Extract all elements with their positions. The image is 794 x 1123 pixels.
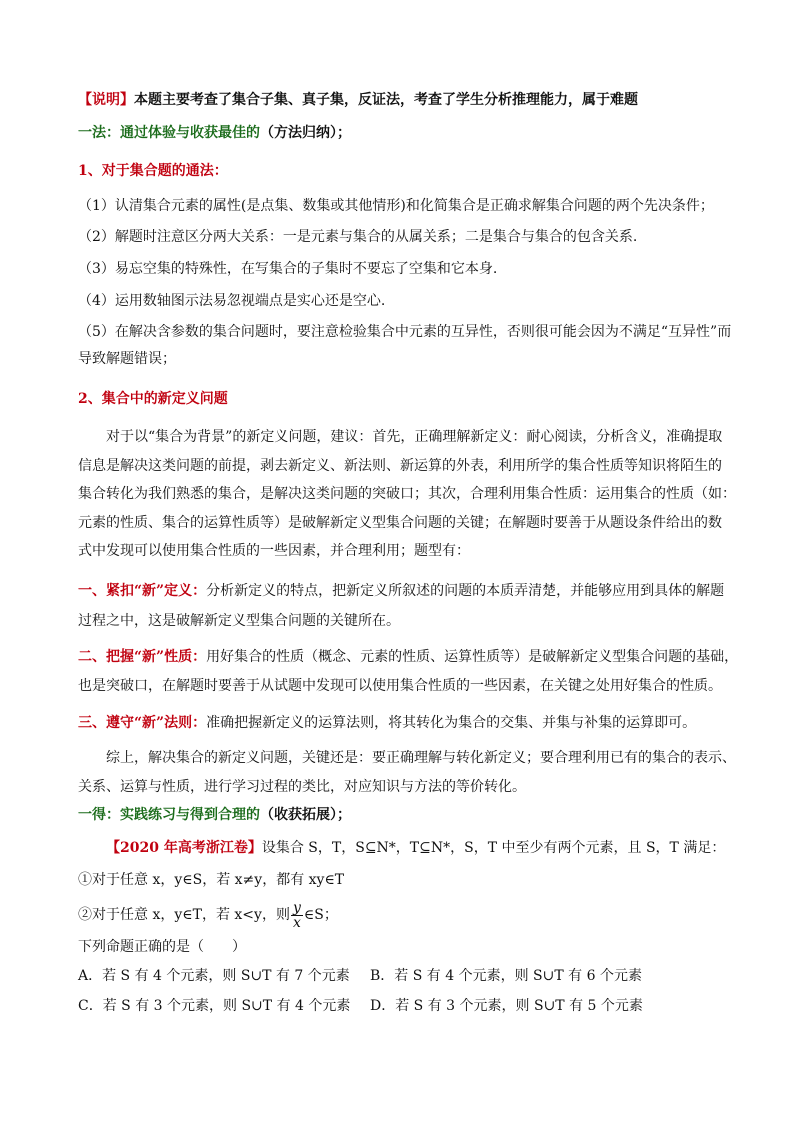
point1-line: 过程之中，这是破解新定义型集合问题的关键所在。 bbox=[78, 613, 400, 629]
option-d[interactable]: D．若 S 有 3 个元素，则 S∪T 有 5 个元素 bbox=[370, 998, 643, 1014]
section1-title: 1、对于集合题的通法： bbox=[78, 163, 228, 179]
summary-line: 关系、运算与性质，进行学习过程的类比，对应知识与方法的等价转化。 bbox=[78, 779, 526, 795]
problem-question: 下列命题正确的是（ ） bbox=[78, 939, 246, 955]
gain1-heading: 一得：实践练习与得到合理的（收获拓展）； bbox=[78, 807, 351, 823]
option-a[interactable]: A．若 S 有 4 个元素，则 S∪T 有 7 个元素 bbox=[78, 968, 350, 984]
point2-label: 二、把握“新”性质： bbox=[78, 649, 207, 665]
section1-item: （3）易忘空集的特殊性，在写集合的子集时不要忘了空集和它本身. bbox=[78, 261, 498, 277]
note-text: 本题主要考查了集合子集、真子集，反证法，考查了学生分析推理能力，属于难题 bbox=[134, 92, 638, 108]
summary-line: 综上，解决集合的新定义问题，关键还是：要正确理解与转化新定义；要合理利用已有的集合的表示、 bbox=[106, 750, 736, 766]
problem-condition-2: ②对于任意 x，y∈T，若 x<y，则 $\frac{y}{x}$ ∈S； bbox=[78, 899, 338, 931]
section2-para-line: 元素的性质、集合的运算性质等）是破解新定义型集合问题的关键；在解题时要善于从题设条件给出的数 bbox=[78, 515, 722, 531]
fraction-y-over-x: $\frac{y}{x}$ bbox=[292, 899, 301, 931]
problem-source: 【2020 年高考浙江卷】 bbox=[106, 840, 262, 856]
note-tag: 【说明】 bbox=[78, 92, 134, 108]
note-line bbox=[78, 90, 638, 110]
section2-para-line: 集合转化为我们熟悉的集合，是解决这类问题的突破口；其次，合理利用集合性质：运用集合的性质（如： bbox=[78, 486, 736, 502]
section1-item: （5）在解决含参数的集合问题时，要注意检验集合中元素的互异性，否则很可能会因为不满足“互异性”而 bbox=[78, 324, 732, 340]
option-b[interactable]: B．若 S 有 4 个元素，则 S∪T 有 6 个元素 bbox=[370, 968, 642, 984]
point3-line: 三、遵守“新”法则：准确把握新定义的运算法则，将其转化为集合的交集、并集与补集的运算即可。 bbox=[78, 715, 697, 731]
point3-label: 三、遵守“新”法则： bbox=[78, 715, 207, 731]
section1-item: （4）运用数轴图示法易忽视端点是实心还是空心. bbox=[78, 293, 386, 309]
section2-para-line: 信息是解决这类问题的前提，剥去新定义、新法则、新运算的外表，利用所学的集合性质等知识将陌生的 bbox=[78, 458, 722, 474]
section1-item: 导致解题错误； bbox=[78, 351, 176, 367]
problem-stem: 【2020 年高考浙江卷】设集合 S，T，S⊆N*，T⊆N*，S，T 中至少有两个元素，且 S，T 满足： bbox=[106, 840, 726, 856]
section2-title: 2、集合中的新定义问题 bbox=[78, 391, 228, 407]
problem-condition-1: ①对于任意 x，y∈S，若 x≠y，都有 xy∈T bbox=[78, 872, 345, 888]
section2-para-line: 式中发现可以使用集合性质的一些因素，并合理利用；题型有： bbox=[78, 543, 470, 559]
section1-item: （1）认清集合元素的属性(是点集、数集或其他情形)和化简集合是正确求解集合问题的两个先决条件； bbox=[78, 198, 714, 214]
section1-item: （2）解题时注意区分两大关系：一是元素与集合的从属关系；二是集合与集合的包含关系. bbox=[78, 229, 638, 245]
point1-line: 一、紧扣“新”定义：分析新定义的特点，把新定义所叙述的问题的本质弄清楚，并能够应用到具体的解题 bbox=[78, 583, 725, 599]
method1-heading: 一法：通过体验与收获最佳的（方法归纳）； bbox=[78, 125, 351, 141]
option-c[interactable]: C．若 S 有 3 个元素，则 S∪T 有 4 个元素 bbox=[78, 998, 351, 1014]
point2-line: 二、把握“新”性质：用好集合的性质（概念、元素的性质、运算性质等）是破解新定义型集合问题的基础， bbox=[78, 649, 739, 665]
point2-line: 也是突破口，在解题时要善于从试题中发现可以使用集合性质的一些因素，在关键之处用好集合的性质。 bbox=[78, 678, 722, 694]
point1-label: 一、紧扣“新”定义： bbox=[78, 583, 207, 599]
section2-para-line: 对于以“集合为背景”的新定义问题，建议：首先，正确理解新定义：耐心阅读，分析含义，准确提取 bbox=[106, 429, 723, 445]
